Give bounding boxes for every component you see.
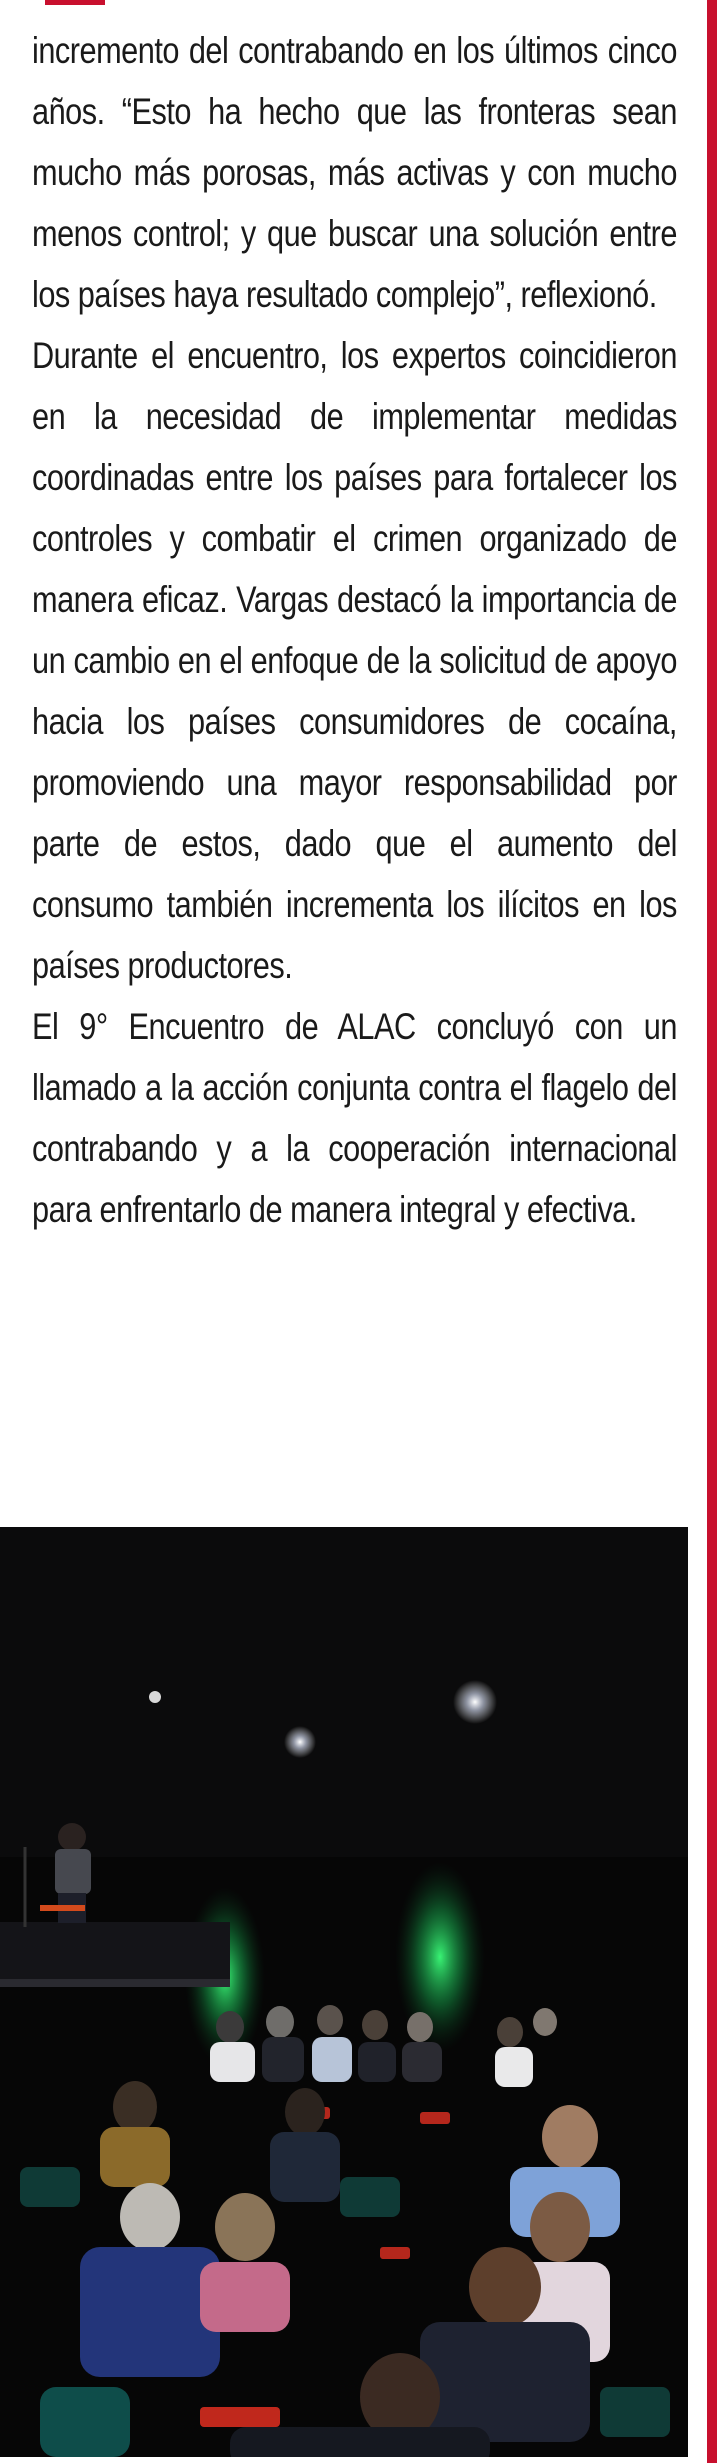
page-right-rule <box>707 0 717 2463</box>
paragraph-1: incremento del contrabando en los últimos cinco años. “Esto ha hecho que las fronteras sean mucho más porosas, más activas y con mucho menos control; y que buscar una solución entre los países haya resultado complejo”, reflexionó. <box>32 30 677 315</box>
event-photo <box>0 1527 688 2457</box>
article-body <box>32 20 677 1240</box>
paragraph-2: Durante el encuentro, los expertos coincidieron en la necesidad de implementar medidas coordinadas entre los países para fortalecer los controles y combatir el crimen organizado de manera eficaz. Vargas destacó la importancia de un cambio en el enfoque de la solicitud de apoyo hacia los países consumidores de cocaína, promoviendo una mayor responsabilidad por parte de estos, dado que el aumento del consumo también incrementa los ilícitos en los países productores. <box>32 335 677 986</box>
top-accent-bar <box>45 0 105 5</box>
event-photo-illustration <box>0 1527 688 2457</box>
paragraph-3: El 9° Encuentro de ALAC concluyó con un llamado a la acción conjunta contra el flagelo del contrabando y a la cooperación internacional para enfrentarlo de manera integral y efectiva. <box>32 1006 677 1230</box>
